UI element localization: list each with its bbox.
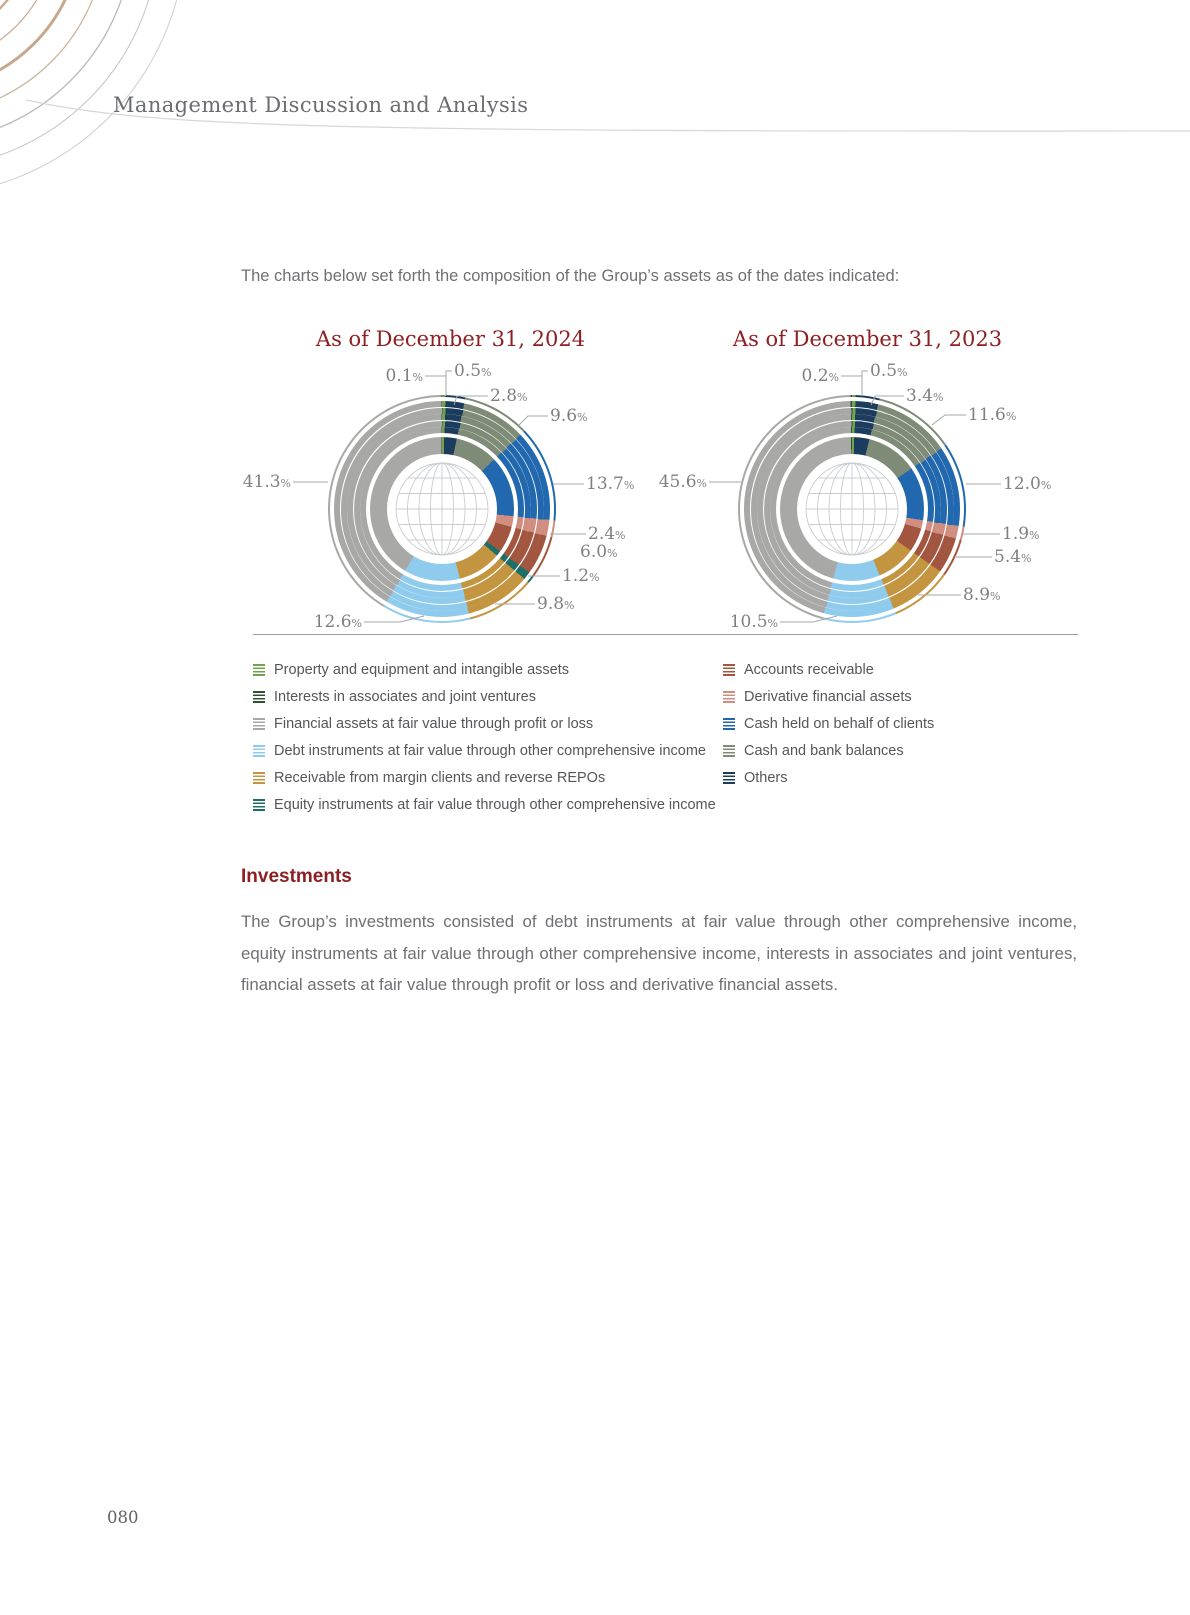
- chart-title-2024: As of December 31, 2024: [315, 327, 586, 351]
- legend-item: [723, 743, 934, 758]
- legend-item: [253, 662, 716, 677]
- legend-item: [253, 716, 716, 731]
- legend-item-label: Accounts receivable: [744, 661, 874, 678]
- percentage-label: 8.9%: [963, 585, 1001, 605]
- asset-composition-chart-2024: [228, 325, 673, 637]
- legend-item-label: Receivable from margin clients and reverse REPOs: [274, 769, 606, 786]
- percentage-label: 1.9%: [1002, 524, 1040, 544]
- legend-item-label: Cash held on behalf of clients: [744, 715, 935, 732]
- percentage-label: 41.3%: [242, 472, 291, 492]
- percentage-label: 2.4%: [588, 524, 626, 544]
- header-rule: [0, 0, 1190, 150]
- percentage-label: 0.1%: [385, 366, 423, 386]
- intro-text: The charts below set forth the composition of the Group’s assets as of the dates indicated:: [241, 267, 900, 285]
- legend-item-label: Debt instruments at fair value through other comprehensive income: [274, 742, 706, 759]
- percentage-label: 3.4%: [906, 386, 944, 406]
- legend-item: [253, 797, 716, 812]
- asset-composition-chart-2023: [645, 325, 1090, 637]
- legend-stripes-icon: [253, 691, 265, 703]
- legend-stripes-icon: [253, 718, 265, 730]
- legend-stripes-icon: [253, 772, 265, 784]
- legend-stripes-icon: [723, 718, 735, 730]
- percentage-label: 12.6%: [313, 612, 362, 632]
- legend-item-label: Property and equipment and intangible assets: [274, 661, 570, 678]
- legend-stripes-icon: [253, 799, 265, 811]
- percentage-label: 0.2%: [801, 366, 839, 386]
- legend-stripes-icon: [723, 745, 735, 757]
- legend-stripes-icon: [723, 664, 735, 676]
- percentage-label: 9.8%: [537, 594, 575, 614]
- investments-heading: Investments: [241, 866, 352, 887]
- percentage-label: 45.6%: [658, 472, 707, 492]
- legend-column-left: [253, 662, 716, 824]
- legend-stripes-icon: [723, 691, 735, 703]
- investments-paragraph: The Group’s investments consisted of debt instruments at fair value through other comprehensive income, equity instruments at fair value through other comprehensive income, interests in associates and joint ventures, financial assets at fair value through profit or loss and derivative financial assets.: [241, 912, 1077, 994]
- percentage-label: 12.0%: [1003, 474, 1052, 494]
- legend-item: [253, 770, 716, 785]
- percentage-label: 0.5%: [454, 361, 492, 381]
- percentage-label: 11.6%: [968, 405, 1017, 425]
- percentage-label: 0.5%: [870, 361, 908, 381]
- legend-item: [253, 743, 716, 758]
- percentage-label: 5.4%: [994, 547, 1032, 567]
- legend-item-label: Interests in associates and joint ventures: [274, 688, 536, 705]
- percentage-label: 9.6%: [550, 406, 588, 426]
- legend-stripes-icon: [723, 772, 735, 784]
- percentage-label: 2.8%: [490, 386, 528, 406]
- legend-item: [253, 689, 716, 704]
- legend-stripes-icon: [253, 745, 265, 757]
- legend-item: [723, 689, 934, 704]
- legend-item-label: Equity instruments at fair value through other comprehensive income: [274, 796, 716, 813]
- percentage-label: 6.0%: [580, 542, 618, 562]
- chart-title-2023: As of December 31, 2023: [732, 327, 1003, 351]
- legend-item-label: Financial assets at fair value through profit or loss: [274, 715, 594, 732]
- legend-stripes-icon: [253, 664, 265, 676]
- percentage-label: 1.2%: [562, 566, 600, 586]
- legend-item-label: Others: [744, 769, 788, 786]
- legend-item-label: Derivative financial assets: [744, 688, 912, 705]
- legend-column-right: [723, 662, 934, 797]
- percentage-label: 13.7%: [586, 474, 635, 494]
- legend-item: [723, 662, 934, 677]
- page-number: 080: [107, 1508, 139, 1527]
- chart-legend-divider: [253, 634, 1078, 635]
- page-title: Management Discussion and Analysis: [113, 93, 529, 117]
- legend-item: [723, 716, 934, 731]
- legend-item: [723, 770, 934, 785]
- percentage-label: 10.5%: [729, 612, 778, 632]
- legend-item-label: Cash and bank balances: [744, 742, 904, 759]
